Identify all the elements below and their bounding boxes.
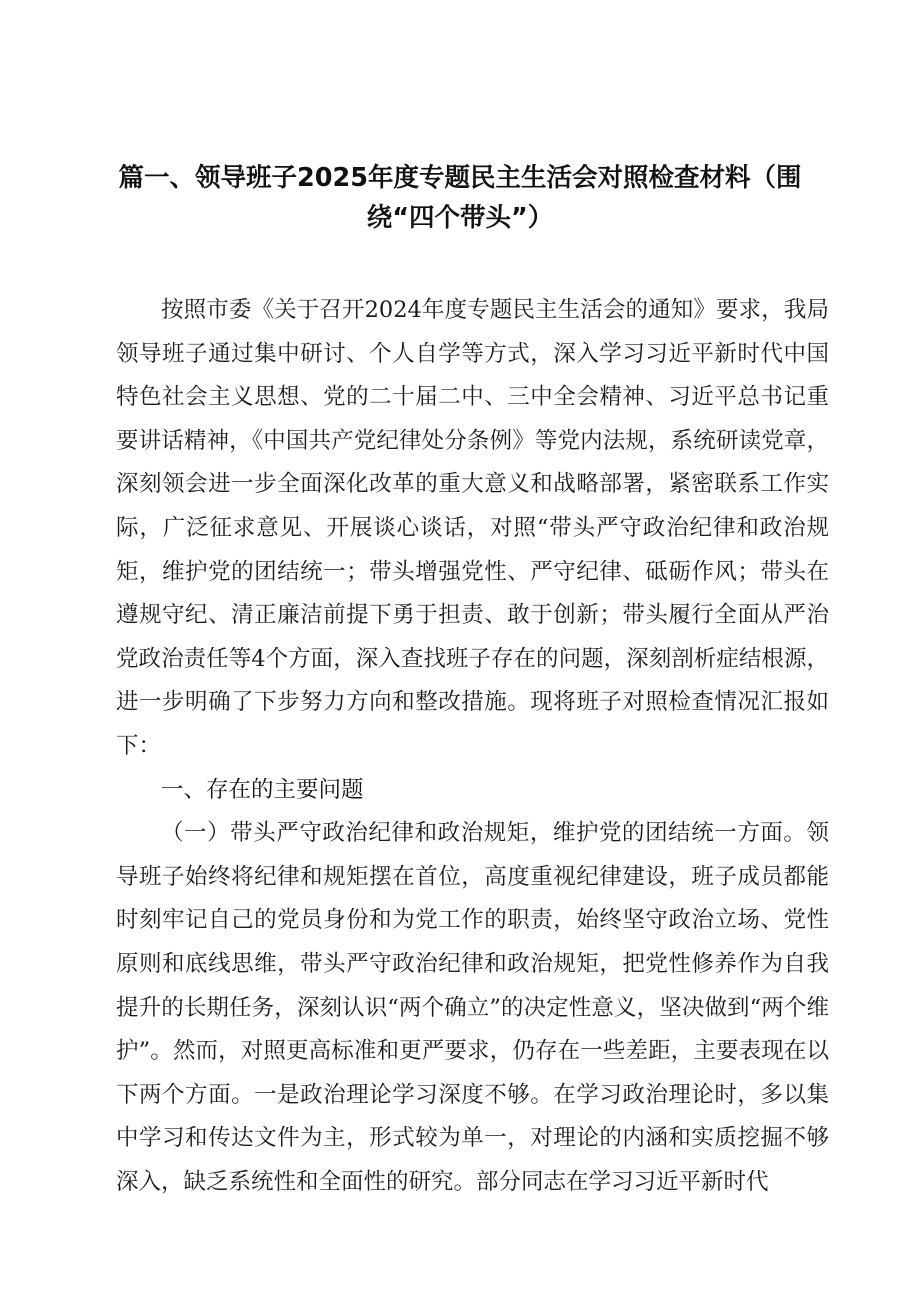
section-heading-main-problems: 一、存在的主要问题 bbox=[161, 776, 364, 803]
document-body bbox=[116, 289, 829, 1204]
subsection-one-paragraph: （一）带头严守政治纪律和政治规矩，维护党的团结统一方面。领导班子始终将纪律和规矩摆在首位，高度重视纪律建设，班子成员都能时刻牢记自己的党员身份和为党工作的职责，始终坚守政治立场、党性原则和底线思维，带头严守政治纪律和政治规矩，把党性修养作为自我提升的长期任务，深刻认识“两个确立”的决定性意义，坚决做到“两个维护”。然而，对照更高标准和更严要求，仍存在一些差距，主要表现在以下两个方面。一是政治理论学习深度不够。在学习政治理论时，多以集中学习和传达文件为主，形式较为单一，对理论的内涵和实质挖掘不够深入，缺乏系统性和全面性的研究。部分同志在学习习近平新时代 bbox=[116, 820, 829, 1195]
intro-paragraph: 按照市委《关于召开2024年度专题民主生活会的通知》要求，我局领导班子通过集中研讨、个人自学等方式，深入学习习近平新时代中国特色社会主义思想、党的二十届二中、三中全会精神、习近平总书记重要讲话精神，《中国共产党纪律处分条例》等党内法规，系统研读党章，深刻领会进一步全面深化改革的重大意义和战略部署，紧密联系工作实际，广泛征求意见、开展谈心谈话，对照“带头严守政治纪律和政治规矩，维护党的团结统一；带头增强党性、严守纪律、砥砺作风；带头在遵规守纪、清正廉洁前提下勇于担责、敢于创新；带头履行全面从严治党政治责任等4个方面，深入查找班子存在的问题，深刻剖析症结根源，进一步明确了下步努力方向和整改措施。现将班子对照检查情况汇报如下： bbox=[116, 297, 829, 759]
document-title: 篇一、领导班子2025年度专题民主生活会对照检查材料（围绕“四个带头”） bbox=[118, 163, 802, 233]
